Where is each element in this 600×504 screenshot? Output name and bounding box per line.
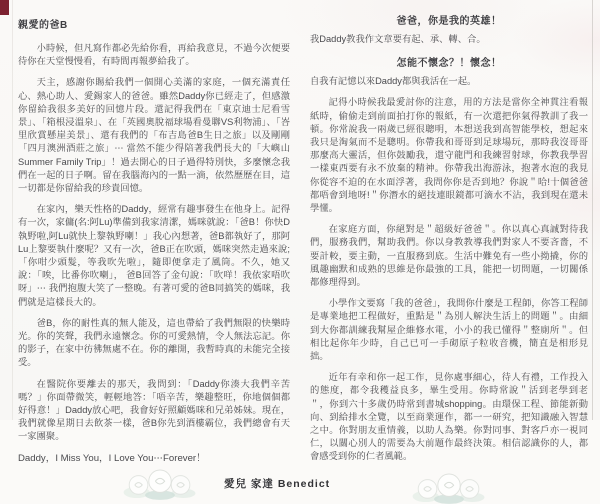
paragraph: 小學作文要寫「我的爸爸」，我問你什麼是工程師，你答工程師是專業地把工程做好，重點是＂為別人解決生活上的問題＂。由細到大你都訓練我幫屋企維修水電，小小的我已懂得＂整廁所＂。但相比起你年少時，自己已可一手砌原子粒收音機，簡直是相形見拙。 [310,298,588,362]
paragraph: 近年有幸和你一起工作，見你處事細心，待人有禮，工作投入的態度，都令我穫益良多，畢生受用。你時常說＂活到老學到老＂，你到六十多歲仍時常到書城shopping。由環保工程、節能新動向、到給排水全覽，以至商業運作，都一一研究，把知識融入智慧之中。你對朋友重情義，以助人為樂。你對同事、對客戶亦一視同仁，以關心別人的需要為大前題作最終決策。相信認識你的人，都會感受到你的仁者風範。 [310,372,588,462]
white-roses-icon [118,468,202,500]
paragraph: 小時候，但凡寫作都必先給你看，再給我意見，不過今次便要待你在天堂慢慢看，有時間再報夢給我了。 [18,43,290,67]
intro-line: 我Daddy教我作文章要有起、承、轉、合。 [310,34,486,44]
page-edge-left [12,0,13,420]
signature: 愛兒 家達 Benedict [224,478,331,491]
paragraph: 爸B，你的耐性真的無人能及，這也帶給了我們無限的快樂時光。你的笑聲，我們永遠懷念。你的可愛熱情，令人無法忘記。你的影子，在家中彷彿無處不在。你的離開，我暫時真的未能完全接受。 [18,317,290,368]
intro-line: 自我有記憶以來Daddy都與我活在一起。 [310,76,477,87]
paragraph: 記得小時候我最愛討你的注意，用的方法是當你全神貫注看報紙時，偷偷走到前面拍打你的報紙，有一次還把你氣得教訓了我一頓。你常說我一兩歲已經很聰明，本想送我到高智能學校，想起來我只是淘氣而不是聰明。你帶我和哥哥到足球場玩，那時我沒哥哥那麼高大靈活，但你鼓勵我，還守龍門和我練習射球，你教我學習一樣東西要有永不放棄的精神。你帶我出海游泳，抱著水泡的我見你從容不迫的在水面浮著，我問你你是否到地？你說＂哈!十個爸爸都唔會到地呀!＂你潛水的絕技連眼鏡都可滴水不沾，我到現在還未學懂。 [310,97,588,214]
closing-line: Daddy，I Miss You，I Love You⋯Forever！ [18,452,206,464]
letter-title-left: 親愛的爸B [18,20,68,31]
white-roses-icon [407,472,491,504]
paragraph: 在家庭方面，你絕對是＂超級好爸爸＂。你以真心真誠對待我們，服務我們，幫助我們。你以身教教導我們對家人不要吝嗇，不要計較，要主動，一直服務到底。生活中難免有一些小拗撬，你的風趣幽默和成熟的思維是你最強的工具，能把一切問題，一切關係都修理得到。 [310,224,588,288]
letter-heading-1: 爸爸，你是我的英雄！ [396,16,502,27]
paragraph: 在醫院你要離去的那天，我問到：「Daddy你湊大我們辛苦嗎？」你面帶微笑，輕輕地答：「唔辛苦，樂趣整旺，你地個個都好得意！」Daddy放心吧，我會好好照顧媽咪和兄弟姊妹。現在，我們就像星期日去飲茶一樣，爸B你先到酒樓霸位，我們總會有天一家團聚。 [18,378,290,442]
scan-artifact-corner [0,0,9,15]
letter-heading-2: 怎能不懷念？！懷念！ [396,58,502,70]
letter-left-page [18,16,331,501]
letter-right-page [310,8,588,504]
paragraph: 天主，感謝你賜給我們一個開心美滿的家庭，一個充滿責任心、熱心助人、愛錫家人的爸爸。雖然Daddy你已經走了，但感激你留給我很多美好的回憶片段。還記得我們在「東京迪士尼看雪景」、「箱根浸溫泉」、在「英國奧脫福球場看曼聯VS利物浦」、「峇里欣賞懸崖美景」、還有我們的「布吉島爸B生日之旅」以及剛剛「四月澳洲酒莊之旅」⋯ 當然不能少得陪著我們長大的「大嶼山Summer Family Trip」！過去開心的日子過得特別快，多麼懷念我們在一起的日子啊。留在我腦海內的一點一滴，依然歷歷在目，這一切都是你留給我的珍貴回憶。 [18,77,290,194]
flower-row [310,472,588,504]
signature-row [18,467,331,501]
paragraph: 在家內，樂天性格的Daddy，經常有趣事發生在他身上。記得有一次，家傭(名:阿Lu)準備到我家清潔，媽咪就說：「爸B！你快D執野啦,阿Lu就快上黎執野喇！」我心內想著，爸B都執好了，那阿Lu上黎要執什麼呢？又有一次，爸B正在吹頭，媽咪突然走過來說;「你咁少頭髮，等我吹先啦」，隨即便拿走了風筒。不久，她又說：「唉，比番你吹喇」， 爸B回答了金句說：「吹咩！我依家唔吹呀」⋯ 我們抱腹大笑了一整晚。有著可愛的爸B同搞笑的媽咪，我們就是這樣長大的。 [18,204,290,307]
page-edge-right [592,0,593,420]
